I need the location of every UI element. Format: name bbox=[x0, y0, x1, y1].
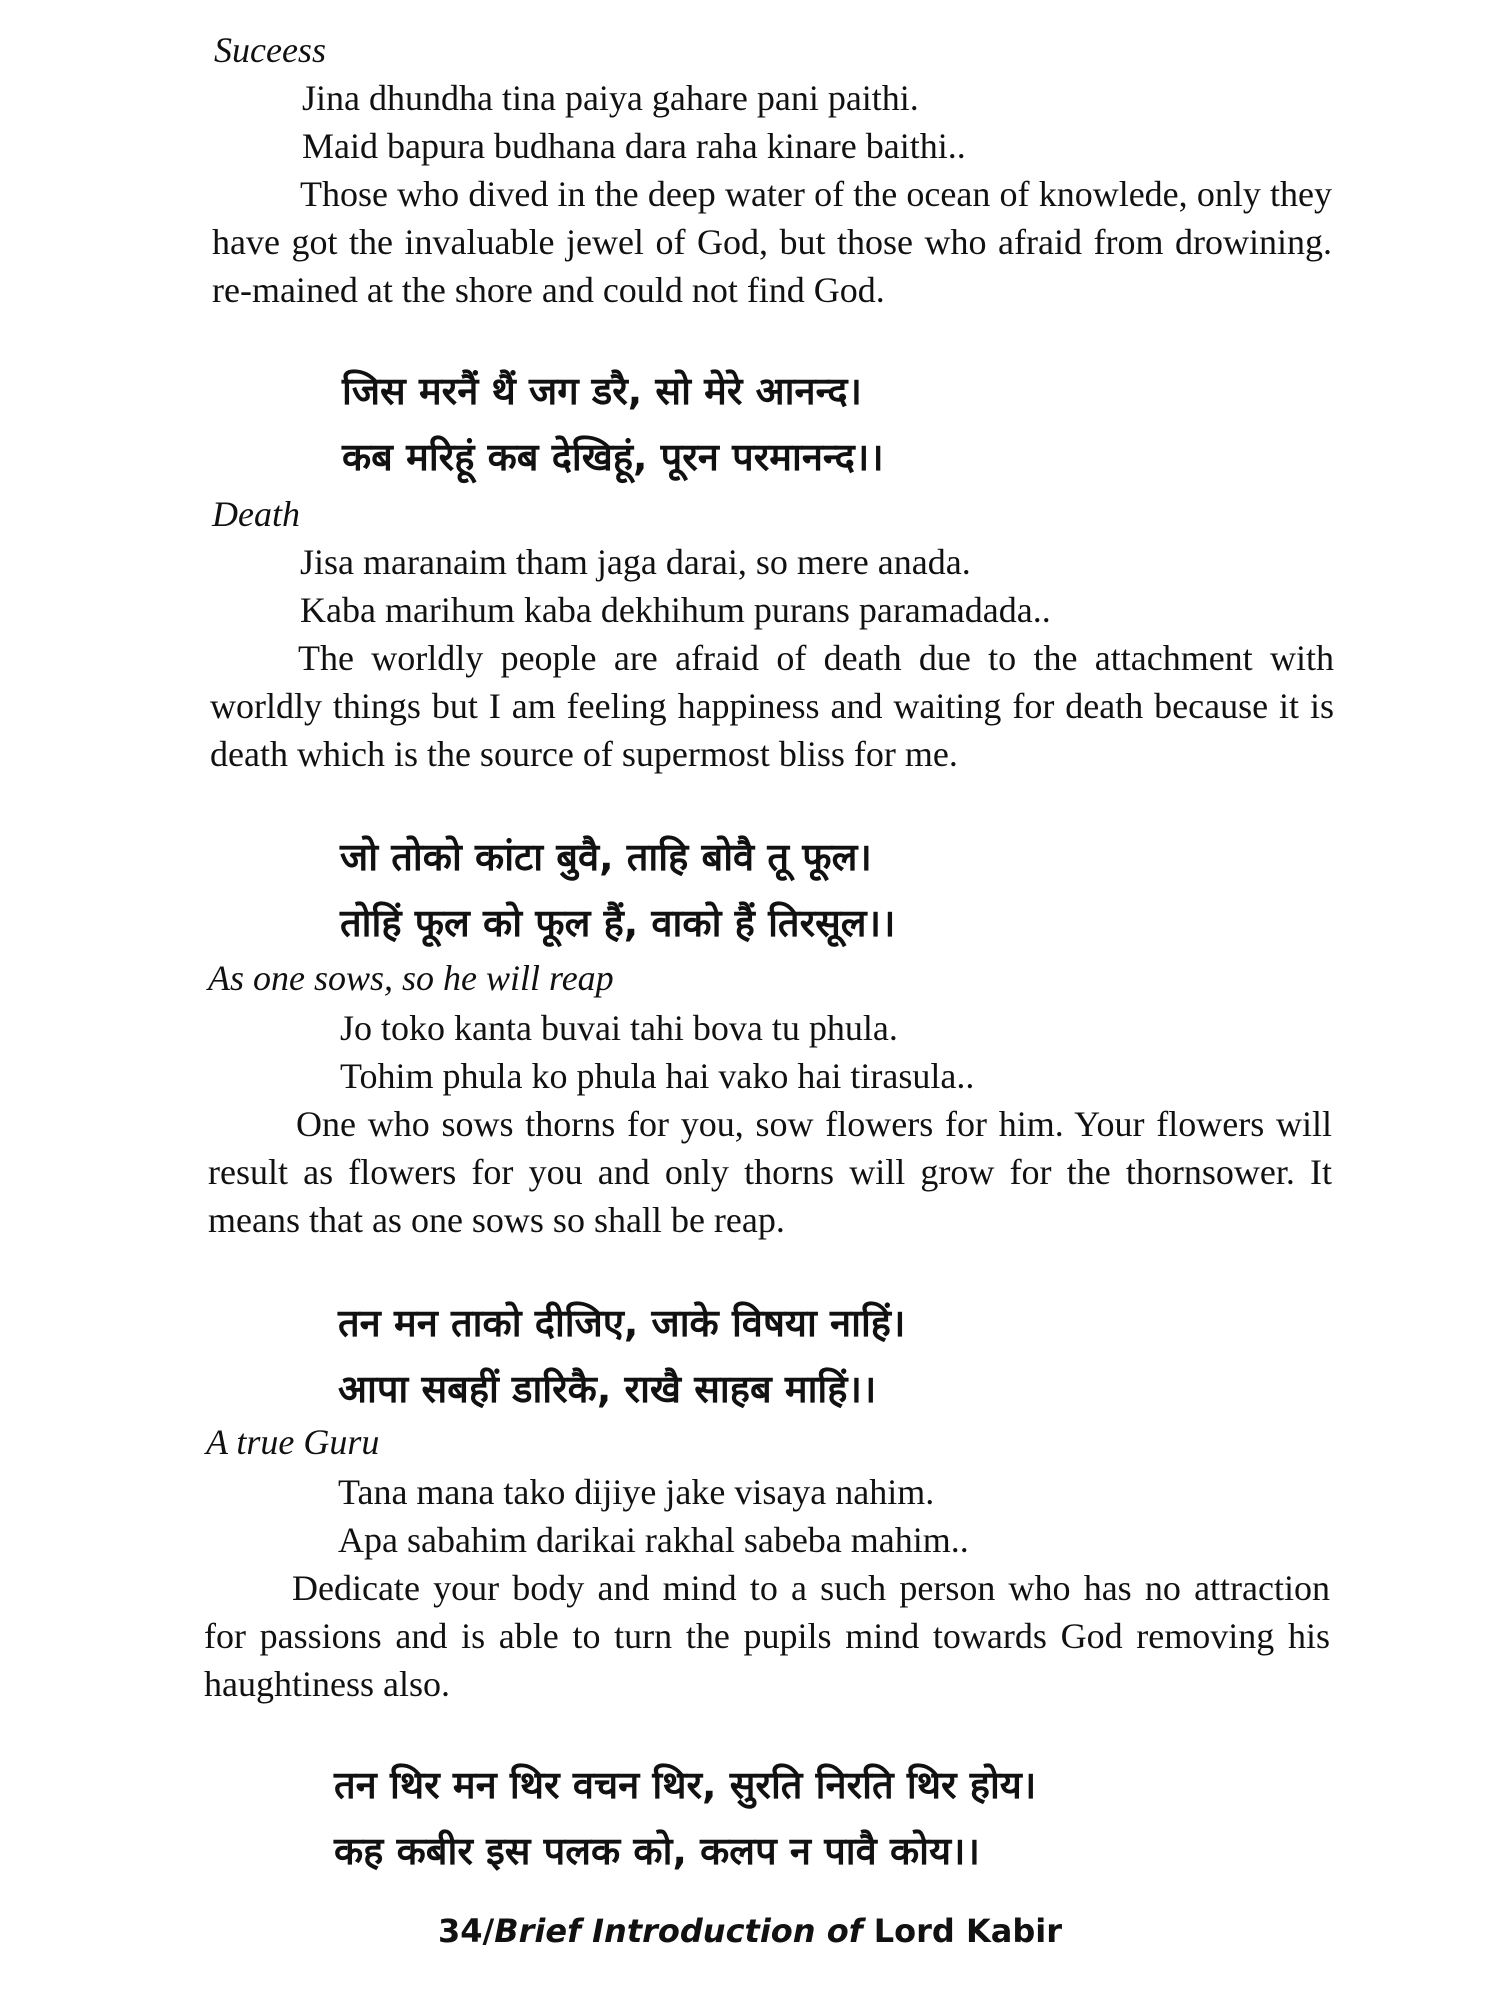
section-heading-death: Death bbox=[212, 494, 300, 534]
verse-line: Jo toko kanta buvai tahi bova tu phula. bbox=[340, 1008, 898, 1048]
verse-line: Maid bapura budhana dara raha kinare baithi.. bbox=[302, 126, 966, 166]
hindi-couplet bbox=[334, 1752, 1036, 1884]
author-name: Lord Kabir bbox=[873, 1912, 1062, 1950]
hindi-couplet bbox=[342, 358, 884, 490]
section-heading-true-guru: A true Guru bbox=[206, 1422, 380, 1462]
meaning-paragraph: Those who dived in the deep water of the ocean of knowlede, only they have got the invaluable jewel of God, but those who afraid from drowining. re-mained at the shore and could not find God. bbox=[212, 174, 1332, 310]
hindi-line: आपा सबहीं डारिकै, राखै साहब माहिं।। bbox=[338, 1367, 877, 1411]
verse-line: Jisa maranaim tham jaga darai, so mere anada. bbox=[300, 542, 971, 582]
hindi-line: तोहिं फूल को फूल हैं, वाको हैं तिरसूल।। bbox=[340, 901, 896, 945]
verse-line: Tana mana tako dijiye jake visaya nahim. bbox=[338, 1472, 935, 1512]
meaning-paragraph: One who sows thorns for you, sow flowers for him. Your flowers will result as flowers for you and only thorns will grow for the thornsower. It means that as one sows so shall be reap. bbox=[208, 1104, 1332, 1240]
section-heading-sow-reap: As one sows, so he will reap bbox=[208, 958, 614, 998]
hindi-line: कह कबीर इस पलक को, कलप न पावै कोय।। bbox=[334, 1829, 980, 1873]
meaning-paragraph: The worldly people are afraid of death due to the attachment with worldly things but I am feeling happiness and waiting for death because it is death which is the source of supermost bliss for me. bbox=[210, 638, 1334, 774]
book-title: Brief Introduction of bbox=[494, 1912, 863, 1950]
page-footer bbox=[0, 1912, 1500, 1950]
hindi-line: तन थिर मन थिर वचन थिर, सुरति निरति थिर होय। bbox=[334, 1763, 1037, 1807]
hindi-line: जिस मरनैं थैं जग डरै, सो मेरे आनन्द। bbox=[342, 369, 862, 413]
meaning-paragraph: Dedicate your body and mind to a such person who has no attraction for passions and is able to turn the pupils mind towards God removing his haughtiness also. bbox=[204, 1568, 1330, 1704]
verse-line: Tohim phula ko phula hai vako hai tirasula.. bbox=[340, 1056, 975, 1096]
verse-line: Apa sabahim darikai rakhal sabeba mahim.. bbox=[338, 1520, 969, 1560]
hindi-couplet bbox=[338, 1290, 905, 1422]
hindi-line: तन मन ताको दीजिए, जाके विषया नाहिं। bbox=[338, 1301, 906, 1345]
verse-line: Jina dhundha tina paiya gahare pani paithi. bbox=[302, 78, 919, 118]
hindi-couplet bbox=[340, 824, 895, 956]
hindi-line: कब मरिहूं कब देखिहूं, पूरन परमानन्द।। bbox=[342, 435, 884, 479]
section-heading-success: Suceess bbox=[214, 30, 326, 70]
verse-line: Kaba marihum kaba dekhihum purans paramadada.. bbox=[300, 590, 1051, 630]
hindi-line: जो तोको कांटा बुवै, ताहि बोवै तू फूल। bbox=[340, 835, 872, 879]
page-number: 34/ bbox=[438, 1912, 495, 1950]
